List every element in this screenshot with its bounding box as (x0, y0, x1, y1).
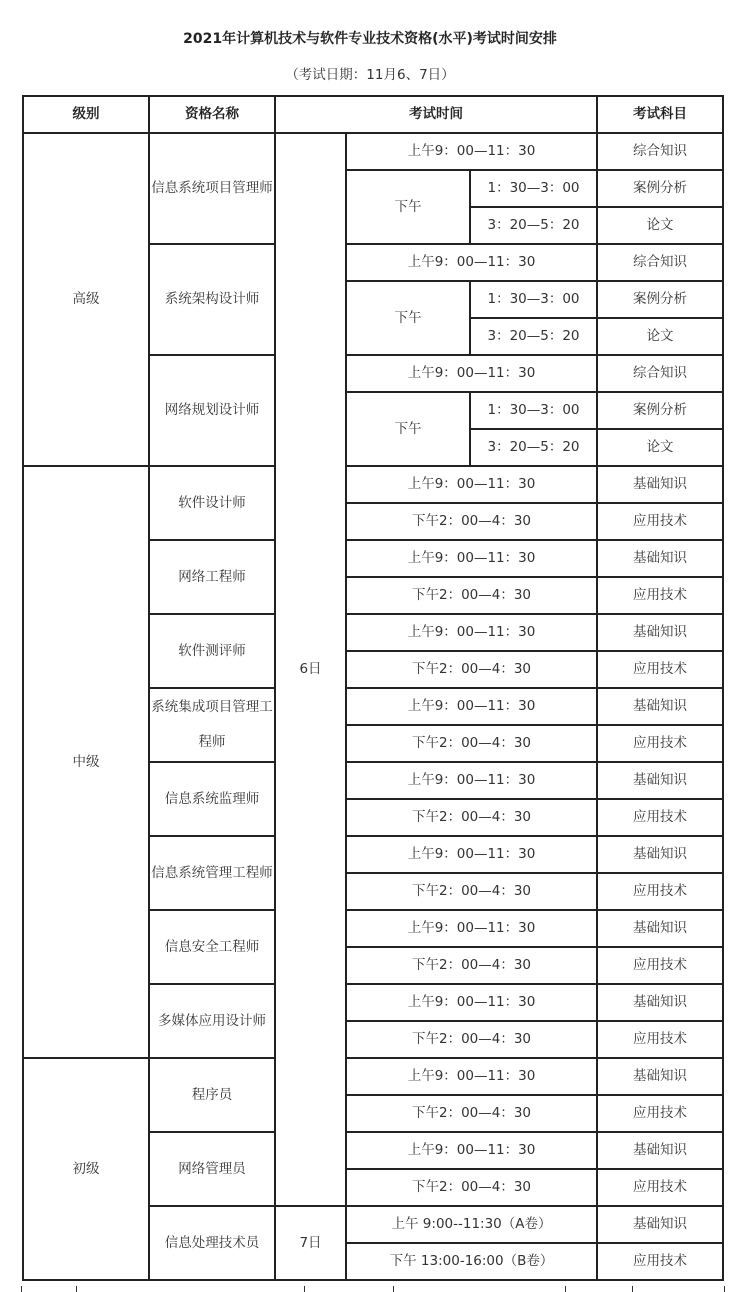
header-exam-time: 考试时间 (275, 96, 597, 133)
exam-time-cell: 上午9：00—11：30 (346, 540, 597, 577)
header-qualification: 资格名称 (149, 96, 275, 133)
exam-subject-cell: 综合知识 (597, 355, 723, 392)
exam-subject-cell: 基础知识 (597, 688, 723, 725)
exam-subject-cell: 应用技术 (597, 1169, 723, 1206)
afternoon-period-cell: 下午 (346, 170, 470, 244)
table-row (23, 466, 723, 503)
bottom-tick-marks (0, 1284, 740, 1292)
tick-mark (565, 1286, 566, 1292)
exam-subject-cell: 基础知识 (597, 762, 723, 799)
exam-day-cell: 6日 (275, 133, 346, 1206)
table-header-row (23, 96, 723, 133)
exam-time-cell: 上午9：00—11：30 (346, 910, 597, 947)
exam-time-cell: 下午2：00—4：30 (346, 1021, 597, 1058)
exam-subject-cell: 论文 (597, 207, 723, 244)
qualification-name: 多媒体应用设计师 (149, 984, 275, 1058)
exam-subject-cell: 案例分析 (597, 281, 723, 318)
exam-time-cell: 1：30—3：00 (470, 281, 597, 318)
exam-subject-cell: 案例分析 (597, 392, 723, 429)
exam-time-cell: 上午9：00—11：30 (346, 133, 597, 170)
exam-subject-cell: 应用技术 (597, 799, 723, 836)
exam-subject-cell: 论文 (597, 429, 723, 466)
exam-subject-cell: 基础知识 (597, 1132, 723, 1169)
exam-subject-cell: 综合知识 (597, 133, 723, 170)
qualification-name: 信息处理技术员 (149, 1206, 275, 1280)
exam-time-cell: 下午2：00—4：30 (346, 577, 597, 614)
exam-time-cell: 上午9：00—11：30 (346, 1058, 597, 1095)
exam-time-cell: 上午9：00—11：30 (346, 688, 597, 725)
qualification-name: 系统架构设计师 (149, 244, 275, 355)
exam-time-cell: 上午9：00—11：30 (346, 244, 597, 281)
page-title: 2021年计算机技术与软件专业技术资格(水平)考试时间安排 (183, 31, 557, 47)
level-cell: 初级 (23, 1058, 149, 1280)
table-row (23, 133, 723, 170)
exam-time-cell: 上午9：00—11：30 (346, 355, 597, 392)
exam-time-cell: 3：20—5：20 (470, 207, 597, 244)
exam-time-cell: 3：20—5：20 (470, 318, 597, 355)
tick-mark (393, 1286, 394, 1292)
exam-subject-cell: 论文 (597, 318, 723, 355)
exam-subject-cell: 基础知识 (597, 910, 723, 947)
qualification-name: 程序员 (149, 1058, 275, 1132)
exam-schedule-table (22, 95, 724, 1281)
qualification-name: 网络规划设计师 (149, 355, 275, 466)
tick-mark (76, 1286, 77, 1292)
qualification-name: 软件设计师 (149, 466, 275, 540)
exam-time-cell: 上午9：00—11：30 (346, 1132, 597, 1169)
afternoon-period-cell: 下午 (346, 392, 470, 466)
qualification-name: 信息系统监理师 (149, 762, 275, 836)
exam-subject-cell: 应用技术 (597, 1095, 723, 1132)
exam-time-cell: 下午2：00—4：30 (346, 1169, 597, 1206)
exam-time-cell: 下午2：00—4：30 (346, 503, 597, 540)
exam-subject-cell: 应用技术 (597, 1021, 723, 1058)
exam-time-cell: 1：30—3：00 (470, 392, 597, 429)
exam-subject-cell: 基础知识 (597, 466, 723, 503)
exam-time-cell: 上午9：00—11：30 (346, 614, 597, 651)
level-cell: 高级 (23, 133, 149, 466)
header-exam-subject: 考试科目 (597, 96, 723, 133)
exam-time-cell: 1：30—3：00 (470, 170, 597, 207)
exam-time-cell: 上午 9:00--11:30（A卷） (346, 1206, 597, 1243)
qualification-name: 网络管理员 (149, 1132, 275, 1206)
exam-dates-subtitle: （考试日期：11月6、7日） (285, 67, 455, 83)
exam-subject-cell: 基础知识 (597, 1058, 723, 1095)
level-cell: 中级 (23, 466, 149, 1058)
exam-subject-cell: 案例分析 (597, 170, 723, 207)
exam-subject-cell: 应用技术 (597, 577, 723, 614)
tick-mark (21, 1286, 22, 1292)
exam-subject-cell: 基础知识 (597, 984, 723, 1021)
exam-subject-cell: 应用技术 (597, 651, 723, 688)
exam-day-cell: 7日 (275, 1206, 346, 1280)
exam-time-cell: 下午2：00—4：30 (346, 725, 597, 762)
exam-subject-cell: 应用技术 (597, 503, 723, 540)
exam-time-cell: 下午2：00—4：30 (346, 947, 597, 984)
qualification-name: 软件测评师 (149, 614, 275, 688)
qualification-name: 系统集成项目管理工程师 (149, 688, 275, 762)
exam-time-cell: 下午 13:00-16:00（B卷） (346, 1243, 597, 1280)
tick-mark (632, 1286, 633, 1292)
qualification-name: 信息安全工程师 (149, 910, 275, 984)
afternoon-period-cell: 下午 (346, 281, 470, 355)
exam-time-cell: 上午9：00—11：30 (346, 836, 597, 873)
exam-time-cell: 上午9：00—11：30 (346, 466, 597, 503)
table-row (23, 1058, 723, 1095)
exam-subject-cell: 基础知识 (597, 614, 723, 651)
exam-subject-cell: 应用技术 (597, 725, 723, 762)
exam-time-cell: 3：20—5：20 (470, 429, 597, 466)
exam-subject-cell: 基础知识 (597, 836, 723, 873)
exam-time-cell: 上午9：00—11：30 (346, 762, 597, 799)
qualification-name: 信息系统管理工程师 (149, 836, 275, 910)
header-level: 级别 (23, 96, 149, 133)
exam-subject-cell: 基础知识 (597, 1206, 723, 1243)
exam-subject-cell: 综合知识 (597, 244, 723, 281)
exam-subject-cell: 基础知识 (597, 540, 723, 577)
tick-mark (304, 1286, 305, 1292)
exam-time-cell: 上午9：00—11：30 (346, 984, 597, 1021)
exam-time-cell: 下午2：00—4：30 (346, 799, 597, 836)
tick-mark (724, 1286, 725, 1292)
exam-time-cell: 下午2：00—4：30 (346, 1095, 597, 1132)
exam-time-cell: 下午2：00—4：30 (346, 873, 597, 910)
qualification-name: 网络工程师 (149, 540, 275, 614)
qualification-name: 信息系统项目管理师 (149, 133, 275, 244)
exam-time-cell: 下午2：00—4：30 (346, 651, 597, 688)
exam-subject-cell: 应用技术 (597, 947, 723, 984)
exam-subject-cell: 应用技术 (597, 873, 723, 910)
exam-subject-cell: 应用技术 (597, 1243, 723, 1280)
